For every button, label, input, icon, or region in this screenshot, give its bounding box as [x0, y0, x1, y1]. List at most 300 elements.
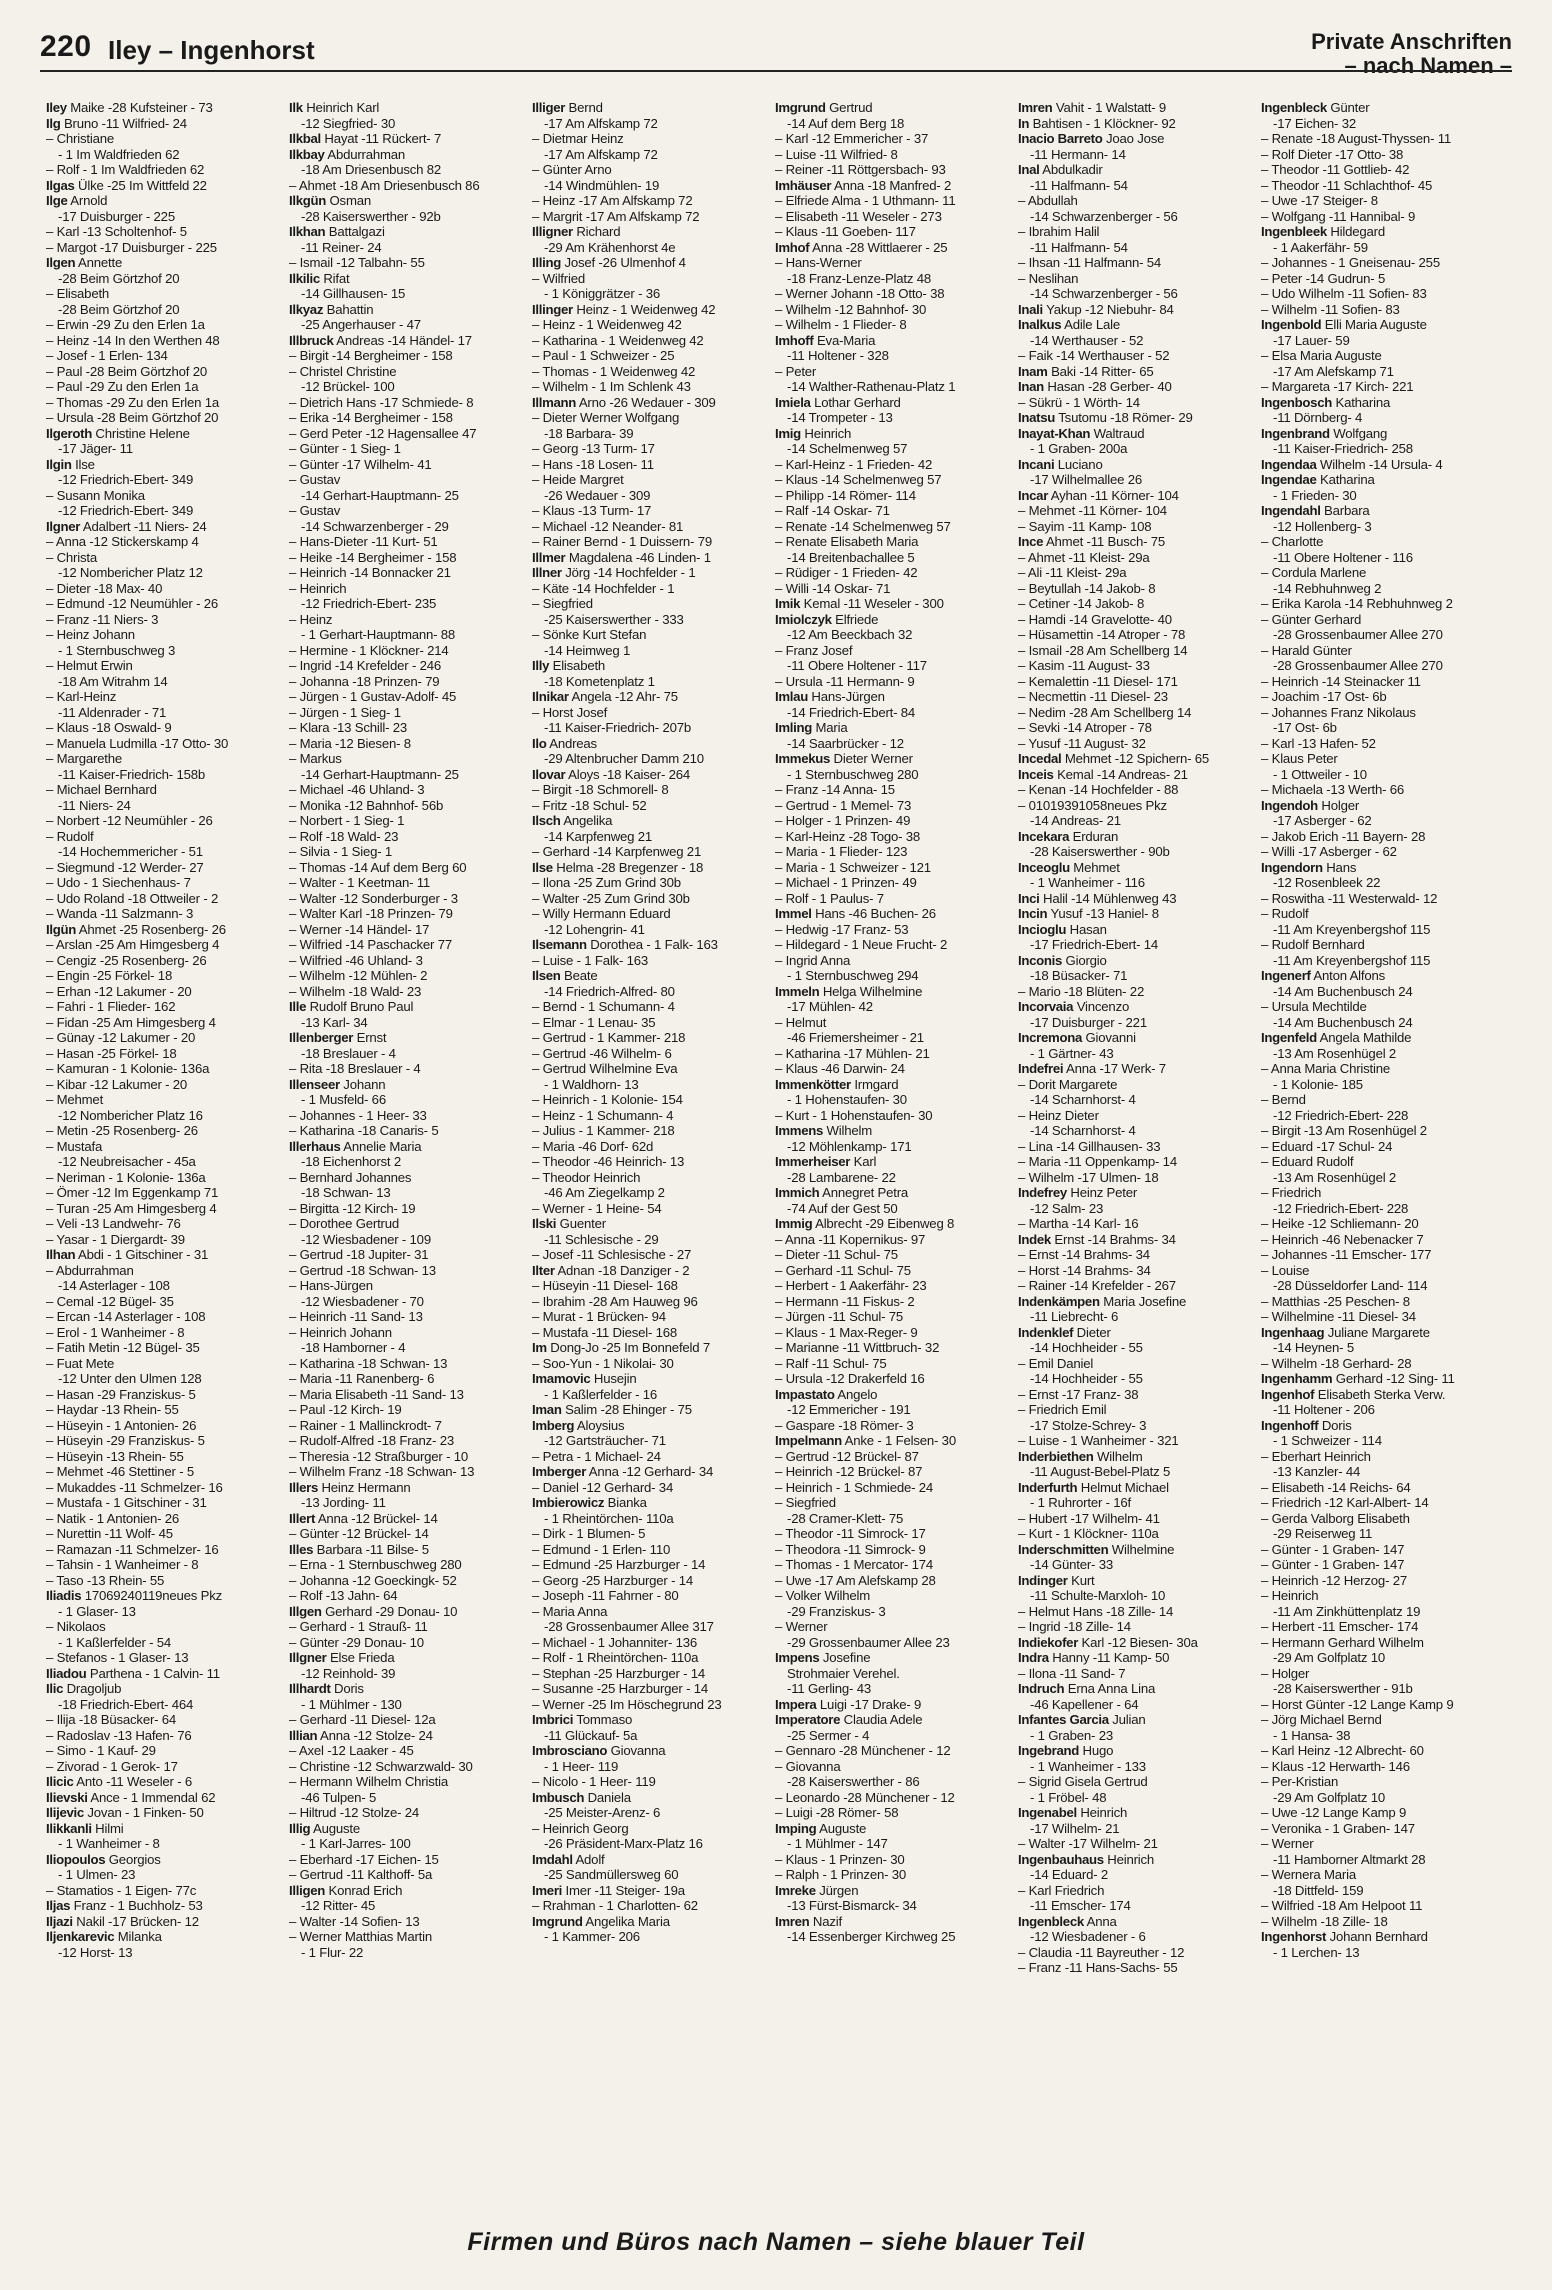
listing-entry — [1261, 581, 1497, 597]
entry-details: Elfriede — [835, 611, 879, 627]
entry-details: – Franz -14 Anna- 15 — [775, 782, 895, 797]
listing-entry — [46, 457, 282, 473]
listing-entry — [775, 1526, 1011, 1542]
entry-details: – Hildegard - 1 Neue Frucht- 2 — [775, 937, 948, 952]
listing-entry — [289, 1588, 525, 1604]
entry-details: – Günter -29 Donau- 10 — [289, 1634, 424, 1650]
entry-details: Johann — [343, 1076, 386, 1092]
entry-surname: Ingenhorst — [1261, 1929, 1327, 1944]
entry-details: -14 Friedrich-Ebert- 84 — [787, 704, 916, 720]
entry-details: -28 Kaiserswerther - 90b — [1030, 844, 1170, 859]
entry-details: -11 Kaiser-Friedrich- 207b — [544, 720, 692, 735]
entry-details: – Susann Monika — [46, 487, 145, 503]
listing-entry — [46, 829, 282, 845]
listing-entry — [775, 503, 1011, 519]
listing-entry — [1261, 612, 1497, 628]
listing-entry — [46, 1852, 282, 1868]
entry-details: – Gustav — [289, 503, 341, 518]
listing-entry — [1018, 1945, 1254, 1961]
entry-details: – Friedrich -12 Karl-Albert- 14 — [1261, 1495, 1429, 1510]
entry-details: – Erol - 1 Wanheimer - 8 — [46, 1324, 185, 1340]
listing-entry — [46, 1185, 282, 1201]
listing-entry — [1261, 844, 1497, 860]
entry-details: – Maria Elisabeth -11 Sand- 13 — [289, 1386, 464, 1402]
listing-entry — [289, 1123, 525, 1139]
listing-entry — [289, 1092, 525, 1108]
entry-details: Beate — [564, 968, 598, 983]
entry-details: – Wilfried -46 Uhland- 3 — [289, 952, 423, 968]
entry-details: – Paul - 1 Schweizer - 25 — [532, 348, 675, 363]
listing-entry — [1018, 1929, 1254, 1945]
listing-entry — [532, 240, 768, 256]
listing-entry — [1018, 643, 1254, 659]
entry-details: Kemal -14 Andreas- 21 — [1057, 766, 1188, 782]
entry-surname: Im — [532, 1340, 547, 1355]
listing-entry — [1018, 658, 1254, 674]
entry-details: -12 Hollenberg- 3 — [1273, 518, 1372, 534]
entry-details: -25 Sandmüllersweg 60 — [544, 1867, 679, 1882]
entry-details: – Dorit Margarete — [1018, 1076, 1118, 1092]
listing-entry — [289, 534, 525, 550]
listing-column-6 — [1261, 100, 1497, 2220]
listing-entry — [1261, 457, 1497, 473]
listing-entry — [1018, 782, 1254, 798]
listing-entry — [46, 1836, 282, 1852]
header-rule — [40, 70, 1512, 72]
listing-entry — [775, 457, 1011, 473]
entry-details: – Rudolf Bernhard — [1261, 937, 1365, 952]
listing-entry — [775, 1728, 1011, 1744]
entry-surname: Ingenbleek — [1261, 224, 1327, 239]
listing-entry — [1018, 1774, 1254, 1790]
entry-surname: Ilse — [532, 859, 553, 875]
entry-details: – Klara -13 Schill- 23 — [289, 720, 408, 735]
listing-entry — [46, 1216, 282, 1232]
header-category-line2: – nach Namen – — [1344, 53, 1512, 78]
entry-details: – Anna -11 Kopernikus- 97 — [775, 1231, 926, 1247]
entry-details: – Rita -18 Breslauer - 4 — [289, 1061, 421, 1076]
entry-details: - 1 Wanheimer - 8 — [58, 1836, 160, 1851]
listing-entry — [1018, 860, 1254, 876]
entry-details: Anna -12 Gerhard- 34 — [588, 1464, 714, 1479]
entry-surname: Imren — [775, 1913, 810, 1929]
entry-details: – Veli -13 Landwehr- 76 — [46, 1216, 181, 1231]
entry-details: -17 Duisburger - 221 — [1030, 1014, 1147, 1030]
entry-details: - 1 Mühlmer - 147 — [787, 1836, 888, 1851]
listing-entry — [1261, 162, 1497, 178]
entry-details: – Michael -12 Neander- 81 — [532, 518, 684, 534]
entry-details: – Monika -12 Bahnhof- 56b — [289, 797, 444, 813]
listing-entry — [532, 844, 768, 860]
entry-details: – Mehmet — [46, 1092, 104, 1107]
listing-entry — [532, 1542, 768, 1558]
entry-surname: Immel — [775, 906, 812, 921]
listing-entry — [775, 1914, 1011, 1930]
entry-details: – Gertrud -11 Kalthoff- 5a — [289, 1867, 433, 1882]
listing-entry — [532, 1588, 768, 1604]
listing-entry — [289, 1604, 525, 1620]
listing-entry — [289, 736, 525, 752]
entry-details: – Georg -25 Harzburger - 14 — [532, 1572, 693, 1588]
entry-details: Juliane Margarete — [1327, 1324, 1430, 1340]
entry-details: -12 Am Beeckbach 32 — [787, 627, 913, 642]
entry-details: – Walter - 1 Keetman- 11 — [289, 875, 431, 890]
listing-entry — [289, 1495, 525, 1511]
listing-entry — [532, 410, 768, 426]
entry-details: Heinz - 1 Weidenweg 42 — [576, 301, 716, 317]
entry-surname: Inatsu — [1018, 410, 1056, 425]
entry-details: -12 Salm- 23 — [1030, 1200, 1104, 1216]
listing-entry — [775, 286, 1011, 302]
listing-entry — [289, 1464, 525, 1480]
entry-details: -13 Am Rosenhügel 2 — [1273, 1045, 1397, 1061]
entry-details: – Louise — [1261, 1262, 1310, 1278]
listing-entry — [1018, 1433, 1254, 1449]
listing-entry — [289, 860, 525, 876]
entry-surname: Incioglu — [1018, 921, 1067, 937]
entry-surname: Imreke — [775, 1882, 816, 1898]
entry-surname: Indenklef — [1018, 1324, 1074, 1340]
entry-surname: Ingendae — [1261, 472, 1317, 487]
entry-details: – Maria -46 Dorf- 62d — [532, 1138, 654, 1154]
listing-entry — [46, 1371, 282, 1387]
listing-entry — [775, 1433, 1011, 1449]
listing-entry — [775, 674, 1011, 690]
listing-entry — [532, 1185, 768, 1201]
entry-details: Josef -26 Ulmenhof 4 — [564, 255, 686, 270]
listing-entry — [46, 1402, 282, 1418]
entry-details: – Rolf - 1 Paulus- 7 — [775, 890, 884, 906]
listing-entry — [289, 1449, 525, 1465]
listing-entry — [1018, 1650, 1254, 1666]
entry-details: – Heinrich -46 Nebenacker 7 — [1261, 1231, 1424, 1247]
entry-details: -17 Am Alefskamp 71 — [1273, 363, 1394, 379]
listing-entry — [46, 596, 282, 612]
listing-entry — [46, 798, 282, 814]
entry-details: – Wilhelm Franz -18 Schwan- 13 — [289, 1464, 475, 1479]
listing-entry — [46, 1340, 282, 1356]
entry-details: – Marianne -11 Wittbruch- 32 — [775, 1340, 940, 1355]
entry-surname: Impens — [775, 1650, 820, 1665]
listing-entry — [1018, 612, 1254, 628]
entry-details: – Harald Günter — [1261, 642, 1352, 658]
listing-entry — [1261, 1573, 1497, 1589]
entry-details: Hasan -28 Gerber- 40 — [1047, 379, 1172, 394]
entry-details: -46 Tulpen- 5 — [301, 1789, 377, 1805]
entry-details: -28 Lambarene- 22 — [787, 1169, 896, 1185]
listing-entry — [775, 1666, 1011, 1682]
entry-details: -13 Am Rosenhügel 2 — [1273, 1169, 1397, 1185]
entry-details: – Theodor -11 Simrock- 17 — [775, 1526, 926, 1541]
entry-surname: Imgrund — [775, 100, 826, 115]
listing-entry — [1261, 1139, 1497, 1155]
listing-entry — [46, 705, 282, 721]
entry-details: -17 Ost- 6b — [1273, 720, 1337, 735]
listing-entry — [1261, 922, 1497, 938]
listing-entry — [1018, 441, 1254, 457]
entry-details: Tommaso — [576, 1712, 633, 1727]
entry-surname: Ingenhoff — [1261, 1417, 1319, 1433]
entry-surname: Ilkyaz — [289, 301, 324, 317]
entry-details: – Heinz - 1 Weidenweg 42 — [532, 317, 682, 332]
entry-details: Gertrud — [829, 100, 873, 115]
entry-details: – Wilhelm -18 Wald- 23 — [289, 983, 422, 999]
entry-details: -29 Am Krähenhorst 4e — [544, 239, 676, 255]
listing-entry — [46, 860, 282, 876]
entry-details: – Elisabeth -14 Reichs- 64 — [1261, 1479, 1411, 1495]
listing-entry — [1018, 178, 1254, 194]
entry-surname: Ilgün — [46, 921, 76, 937]
entry-details: -17 Eichen- 32 — [1273, 115, 1356, 131]
listing-entry — [532, 472, 768, 488]
entry-surname: Ingebrand — [1018, 1743, 1080, 1758]
entry-details: – Soo-Yun - 1 Nikolai- 30 — [532, 1355, 674, 1371]
entry-details: – Franz -11 Hans-Sachs- 55 — [1018, 1960, 1178, 1975]
entry-details: – Hans-Dieter -11 Kurt- 51 — [289, 534, 438, 549]
entry-details: - 1 Karl-Jarres- 100 — [301, 1836, 411, 1851]
entry-details: – Hermann -11 Fiskus- 2 — [775, 1293, 915, 1309]
listing-entry — [1018, 1821, 1254, 1837]
listing-entry — [532, 317, 768, 333]
listing-entry — [1261, 364, 1497, 380]
entry-details: – Ercan -14 Asterlager - 108 — [46, 1309, 206, 1324]
entry-surname: Imbusch — [532, 1789, 585, 1805]
listing-entry — [532, 286, 768, 302]
listing-entry — [1261, 937, 1497, 953]
page-header — [40, 30, 1512, 90]
listing-entry — [775, 1123, 1011, 1139]
entry-details: – Günter - 1 Graben- 147 — [1261, 1541, 1405, 1557]
listing-entry — [1018, 255, 1254, 271]
entry-details: – Klaus -46 Darwin- 24 — [775, 1061, 905, 1076]
listing-entry — [46, 1278, 282, 1294]
listing-entry — [1018, 1495, 1254, 1511]
entry-details: – Mehmet -46 Stettiner - 5 — [46, 1464, 194, 1479]
entry-details: Angelo — [837, 1386, 878, 1402]
entry-details: Andreas -14 Händel- 17 — [336, 332, 472, 348]
entry-details: – Dirk - 1 Blumen- 5 — [532, 1526, 646, 1541]
listing-entry — [1261, 1123, 1497, 1139]
entry-details: – Ibrahim Halil — [1018, 224, 1100, 239]
listing-entry — [46, 1325, 282, 1341]
listing-entry — [1018, 1960, 1254, 1976]
listing-entry — [46, 1619, 282, 1635]
entry-details: Bernd — [568, 100, 603, 115]
entry-details: – Renate -18 August-Thyssen- 11 — [1261, 131, 1452, 146]
listing-entry — [46, 519, 282, 535]
listing-entry — [1261, 131, 1497, 147]
entry-surname: Illgner — [289, 1650, 327, 1665]
entry-details: -25 Meister-Arenz- 6 — [544, 1805, 661, 1820]
listing-entry — [1018, 1542, 1254, 1558]
listing-entry — [532, 1247, 768, 1263]
listing-entry — [1018, 426, 1254, 442]
entry-details: – Heinrich -14 Bonnacker 21 — [289, 565, 451, 580]
listing-entry — [532, 395, 768, 411]
entry-surname: Imbrici — [532, 1712, 574, 1727]
entry-surname: Imiela — [775, 394, 811, 410]
entry-surname: Ilo — [532, 735, 547, 751]
entry-details: - 1 Frieden- 30 — [1273, 487, 1357, 503]
listing-entry — [289, 782, 525, 798]
entry-details: Salim -28 Ehinger - 75 — [565, 1402, 692, 1417]
entry-details: - 1 Schweizer - 114 — [1273, 1433, 1382, 1448]
listing-entry — [1261, 643, 1497, 659]
entry-details: Doris — [1321, 1417, 1352, 1433]
entry-details: -18 Eichenhorst 2 — [301, 1154, 401, 1169]
listing-entry — [775, 1278, 1011, 1294]
entry-details: -29 Reiserweg 11 — [1273, 1526, 1373, 1541]
listing-column-5 — [1018, 100, 1254, 2220]
listing-entry — [46, 1573, 282, 1589]
entry-details: – Beytullah -14 Jakob- 8 — [1018, 580, 1156, 596]
entry-details: Elisabeth Sterka Verw. — [1317, 1386, 1446, 1402]
listing-entry — [1261, 1387, 1497, 1403]
entry-details: – Julius - 1 Kammer- 218 — [532, 1123, 675, 1138]
listing-entry — [775, 906, 1011, 922]
listing-entry — [532, 1294, 768, 1310]
entry-details: – Klaus -14 Schelmenweg 57 — [775, 472, 942, 487]
listing-entry — [1018, 1914, 1254, 1930]
entry-surname: Ilhan — [46, 1247, 76, 1262]
entry-surname: Imig — [775, 425, 801, 441]
entry-details: – Karl-Heinz — [46, 689, 117, 704]
entry-details: – Werner Matthias Martin — [289, 1929, 432, 1944]
entry-details: – Mustafa -11 Diesel- 168 — [532, 1324, 678, 1340]
listing-entry — [532, 1604, 768, 1620]
listing-entry — [532, 1340, 768, 1356]
entry-details: – Hiltrud -12 Stolze- 24 — [289, 1805, 420, 1820]
entry-details: – Mario -18 Blüten- 22 — [1018, 983, 1145, 999]
listing-entry — [46, 147, 282, 163]
listing-entry — [46, 162, 282, 178]
listing-entry — [289, 410, 525, 426]
listing-entry — [532, 1325, 768, 1341]
entry-details: -29 Franziskus- 3 — [787, 1603, 886, 1619]
listing-entry — [775, 1635, 1011, 1651]
entry-details: Richard — [576, 224, 621, 239]
listing-entry — [1018, 1480, 1254, 1496]
entry-details: -46 Am Ziegelkamp 2 — [544, 1185, 665, 1200]
entry-details: – Günter -17 Wilhelm- 41 — [289, 456, 432, 472]
listing-entry — [1018, 922, 1254, 938]
listing-entry — [289, 348, 525, 364]
entry-surname: Inam — [1018, 363, 1048, 379]
entry-details: – Heinrich — [1261, 1588, 1319, 1603]
entry-details: – Wernera Maria — [1261, 1867, 1356, 1882]
entry-details: Gerhard -12 Sing- 11 — [1335, 1371, 1455, 1386]
listing-entry — [1018, 705, 1254, 721]
listing-entry — [775, 1449, 1011, 1465]
listing-entry — [1018, 209, 1254, 225]
listing-entry — [532, 1511, 768, 1527]
entry-details: Bahtisen - 1 Klöckner- 92 — [1032, 115, 1176, 131]
entry-details: -28 Grossenbaumer Allee 270 — [1273, 627, 1443, 642]
entry-details: – Rolf Dieter -17 Otto- 38 — [1261, 146, 1404, 162]
entry-surname: Incedal — [1018, 751, 1062, 766]
listing-entry — [775, 1046, 1011, 1062]
entry-details: – Rolf - 1 Rheintörchen- 110a — [532, 1650, 699, 1665]
entry-surname: Ilnikar — [532, 689, 569, 704]
listing-entry — [775, 751, 1011, 767]
entry-details: – Ibrahim -28 Am Hauweg 96 — [532, 1293, 698, 1309]
listing-entry — [775, 162, 1011, 178]
entry-details: Wilhelm — [826, 1123, 873, 1138]
entry-details: Eva-Maria — [816, 332, 876, 348]
listing-entry — [532, 953, 768, 969]
entry-details: – Heinrich -11 Sand- 13 — [289, 1309, 423, 1324]
entry-surname: Illgen — [289, 1603, 322, 1619]
entry-details: – Wilhelm -17 Ulmen- 18 — [1018, 1169, 1159, 1185]
listing-entry — [1018, 1666, 1254, 1682]
entry-details: – Eduard -17 Schul- 24 — [1261, 1138, 1393, 1154]
entry-details: - 1 Im Waldfrieden 62 — [58, 146, 180, 162]
listing-entry — [532, 1650, 768, 1666]
listing-entry — [289, 581, 525, 597]
entry-details: – Wilhelm - 1 Im Schlenk 43 — [532, 379, 691, 394]
entry-details: -18 Am Driesenbusch 82 — [301, 162, 442, 177]
entry-details: – Peter — [775, 363, 817, 379]
listing-entry — [46, 1309, 282, 1325]
section-title: Iley – Ingenhorst — [108, 35, 315, 65]
listing-entry — [46, 240, 282, 256]
listing-entry — [46, 1728, 282, 1744]
listing-entry — [289, 131, 525, 147]
entry-details: – Rolf -13 Jahn- 64 — [289, 1588, 398, 1603]
listing-entry — [1261, 689, 1497, 705]
listing-entry — [289, 1154, 525, 1170]
entry-details: – Sevki -14 Atroper - 78 — [1018, 720, 1152, 735]
listing-entry — [775, 317, 1011, 333]
entry-details: – Sönke Kurt Stefan — [532, 627, 647, 642]
entry-details: Hilmi — [95, 1820, 124, 1836]
entry-surname: Imperatore — [775, 1712, 841, 1727]
listing-entry — [289, 395, 525, 411]
listing-entry — [46, 1294, 282, 1310]
entry-details: – Thomas -29 Zu den Erlen 1a — [46, 394, 220, 410]
listing-entry — [46, 1139, 282, 1155]
listing-entry — [1261, 1402, 1497, 1418]
listing-entry — [46, 1945, 282, 1961]
listing-entry — [775, 1588, 1011, 1604]
entry-details: Heinrich Karl — [306, 100, 380, 115]
entry-details: - 1 Sternbuschweg 294 — [787, 968, 919, 983]
entry-details: – Heinrich Georg — [532, 1820, 629, 1836]
entry-details: Wilhelm — [1097, 1448, 1143, 1464]
entry-details: – Philipp -14 Römer- 114 — [775, 487, 916, 503]
listing-entry — [532, 643, 768, 659]
listing-entry — [46, 658, 282, 674]
entry-details: Helga Wilhelmine — [822, 983, 923, 999]
entry-details: – Neriman - 1 Kolonie- 136a — [46, 1169, 206, 1185]
listing-entry — [1261, 767, 1497, 783]
listing-entry — [1018, 1030, 1254, 1046]
entry-details: – Wanda -11 Salzmann- 3 — [46, 906, 194, 921]
listing-entry — [1018, 1402, 1254, 1418]
listing-entry — [1261, 1092, 1497, 1108]
listing-entry — [46, 1495, 282, 1511]
listing-entry — [46, 1015, 282, 1031]
entry-details: – Werner -25 Im Höschegrund 23 — [532, 1696, 722, 1712]
listing-entry — [1018, 937, 1254, 953]
entry-details: – Holger — [1261, 1665, 1310, 1681]
listing-entry — [1261, 1557, 1497, 1573]
entry-details: – Zivorad - 1 Gerok- 17 — [46, 1758, 178, 1774]
entry-details: -14 Hochheider - 55 — [1030, 1340, 1143, 1355]
listing-entry — [289, 1418, 525, 1434]
entry-details: – Uwe -12 Lange Kamp 9 — [1261, 1805, 1407, 1820]
listing-entry — [289, 1759, 525, 1775]
